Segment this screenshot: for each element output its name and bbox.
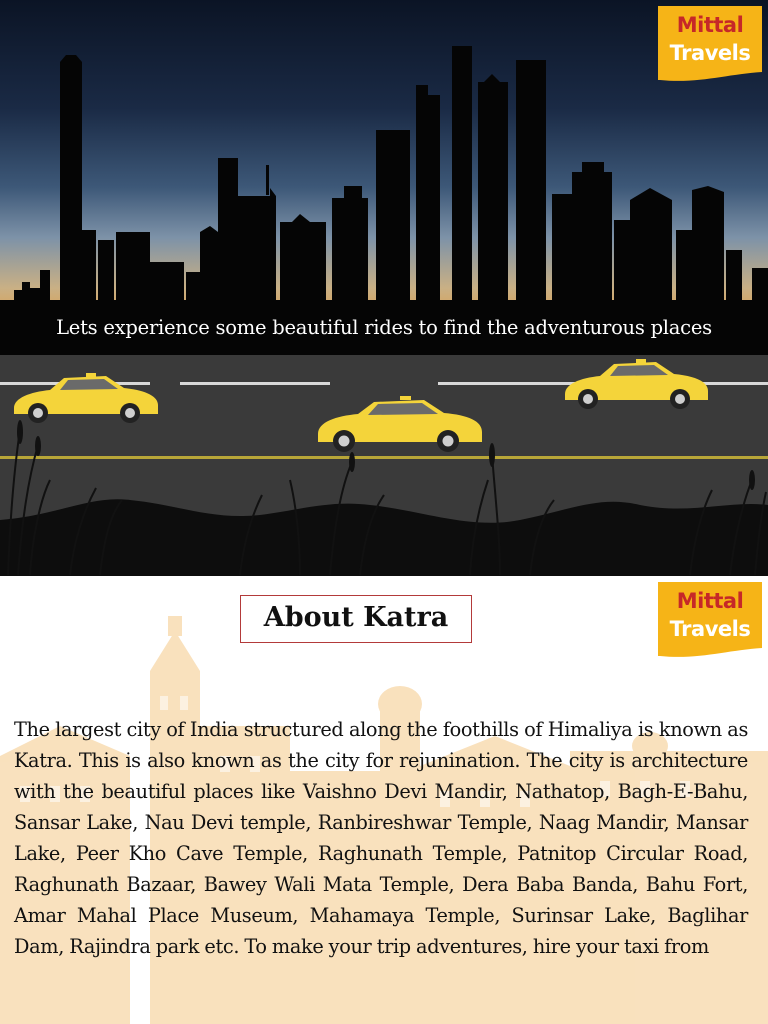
logo-text-mittal: Mittal (676, 13, 744, 37)
about-slide (0, 576, 768, 1024)
hero-headline: Lets experience some beautiful rides to find the adventurous places (56, 316, 712, 339)
about-body-text: The largest city of India structured along the foothills of Himaliya is known as Katra. This is also known as the city for rejunination. The city is architecture with the beautiful places like Vaishno Devi Mandir, Nathatop, Bagh-E-Bahu, Sansar Lake, Nau Devi temple, Ranbireshwar Temple, Naag Mandir, Mansar Lake, Peer Kho Cave Temple, Raghunath Temple, Patnitop Circular Road, Raghunath Bazaar, Bawey Wali Mata Temple, Dera Baba Banda, Bahu Fort, Amar Mahal Place Museum, Mahamaya Temple, Surinsar Lake, Baglihar Dam, Rajindra park etc. To make your trip adventures, hire your taxi from (14, 718, 748, 958)
mittal-travels-logo (658, 4, 762, 84)
road-scene (0, 355, 768, 576)
about-heading: About Katra (240, 595, 472, 643)
logo-text-travels: Travels (669, 41, 751, 65)
city-skyline (0, 0, 768, 360)
mittal-travels-logo-2 (658, 580, 762, 660)
logo-text-travels: Travels (669, 617, 751, 641)
logo-text-mittal: Mittal (676, 589, 744, 613)
